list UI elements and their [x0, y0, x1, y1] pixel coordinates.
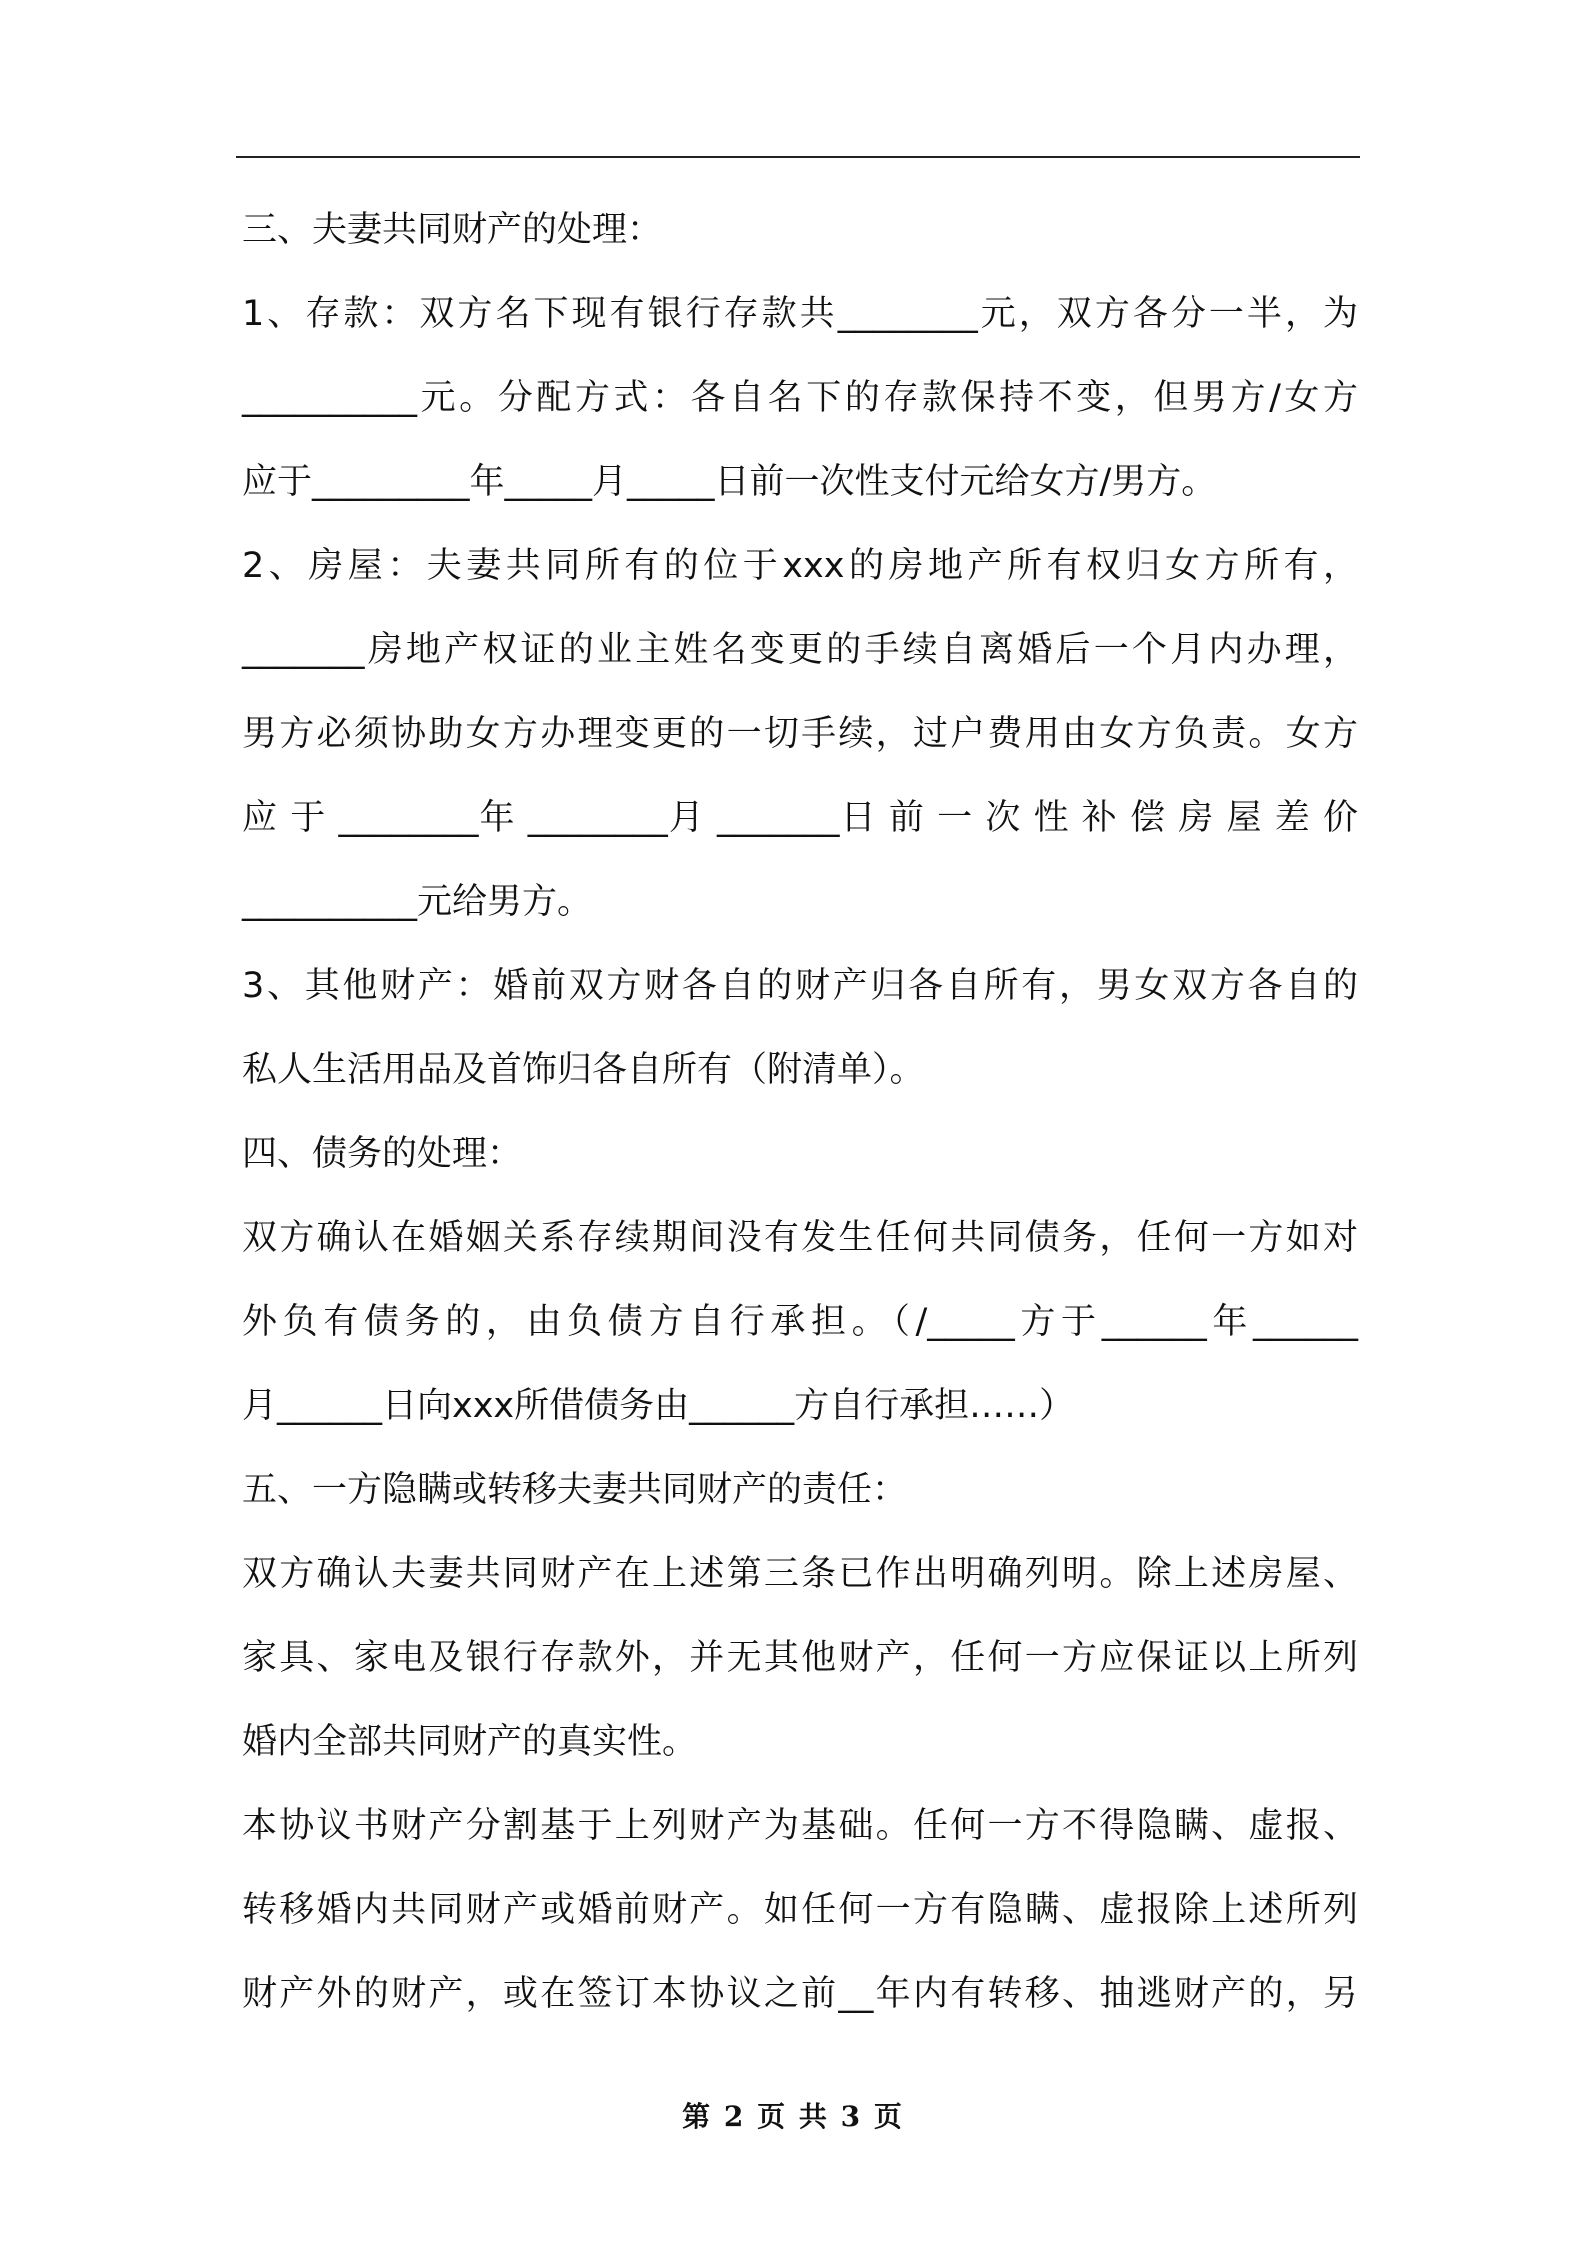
paragraph-line: 转移婚内共同财产或婚前财产。如任何一方有隐瞒、虚报除上述所列 — [242, 1890, 1358, 1930]
paragraph-line: 婚内全部共同财产的真实性。 — [242, 1722, 698, 1762]
paragraph-line: 应于_________年_____月_____日前一次性支付元给女方/男方。 — [242, 462, 1217, 502]
heading-section-5: 五、一方隐瞒或转移夫妻共同财产的责任： — [242, 1470, 908, 1510]
paragraph-line: _______房地产权证的业主姓名变更的手续自离婚后一个月内办理， — [242, 630, 1358, 670]
paragraph-line: 3、其他财产：婚前双方财各自的财产归各自所有，男女双方各自的 — [242, 966, 1358, 1006]
paragraph-line: __________元。分配方式：各自名下的存款保持不变，但男方/女方 — [242, 378, 1358, 418]
heading-section-4: 四、债务的处理： — [242, 1134, 523, 1174]
paragraph-line: 男方必须协助女方办理变更的一切手续，过户费用由女方负责。女方 — [242, 714, 1358, 754]
paragraph-line: 私人生活用品及首饰归各自所有（附清单）。 — [242, 1050, 925, 1090]
paragraph-line: 月______日向xxx所借债务由______方自行承担……） — [242, 1386, 1075, 1426]
paragraph-line: 本协议书财产分割基于上列财产为基础。任何一方不得隐瞒、虚报、 — [242, 1806, 1358, 1846]
paragraph-line: 1、存款：双方名下现有银行存款共________元，双方各分一半，为 — [242, 294, 1358, 334]
page-number: 第 2 页 共 3 页 — [682, 2100, 904, 2133]
paragraph-line: 财产外的财产，或在签订本协议之前__年内有转移、抽逃财产的，另 — [242, 1974, 1358, 2014]
paragraph-line: 外负有债务的，由负债方自行承担。（/_____方于______年______ — [242, 1302, 1358, 1342]
header-rule — [236, 156, 1360, 158]
paragraph-line: 双方确认在婚姻关系存续期间没有发生任何共同债务，任何一方如对 — [242, 1218, 1358, 1258]
paragraph-line: __________元给男方。 — [242, 882, 593, 922]
heading-section-3: 三、夫妻共同财产的处理： — [242, 210, 663, 250]
paragraph-line: 双方确认夫妻共同财产在上述第三条已作出明确列明。除上述房屋、 — [242, 1554, 1358, 1594]
document-body — [242, 197, 1358, 2045]
paragraph-line: 家具、家电及银行存款外，并无其他财产，任何一方应保证以上所列 — [242, 1638, 1358, 1678]
paragraph-line: 2、房屋：夫妻共同所有的位于xxx的房地产所有权归女方所有， — [242, 546, 1358, 586]
paragraph-line: 应 于 ________年 ________月 _______日 前 一 次 性 补 偿 房 屋 差 价 — [242, 798, 1358, 838]
